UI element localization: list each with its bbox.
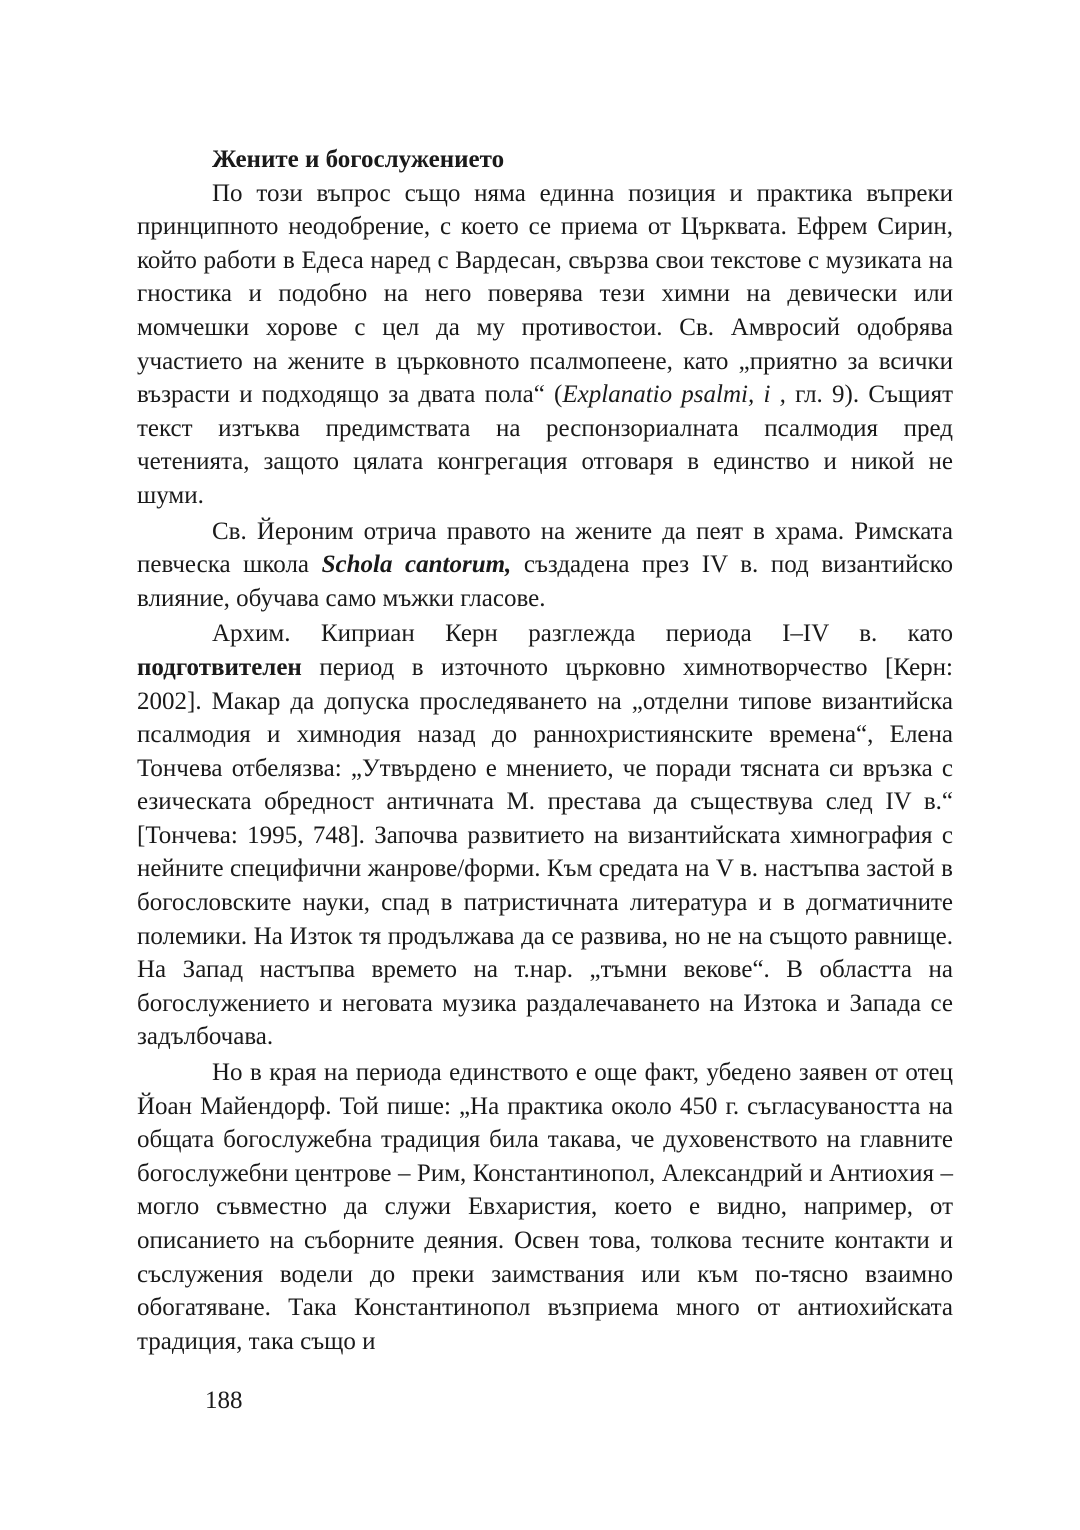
paragraph-jerome [137, 515, 953, 616]
paragraph-meyendorff [137, 1056, 953, 1358]
paragraph-text: гл. 9). Същият текст изтъква предимствата на респонзориалната псалмодия пред четенията, защото цялата конгрегация отговаря в единство и никой не шуми. [137, 381, 953, 509]
schola-cantorum-term: Schola cantorum, [321, 551, 512, 579]
section-heading: Жените и богослужението [212, 146, 505, 173]
page-body [137, 143, 953, 1358]
paragraph-text: създадена през IV в. под византийско влияние, обучава само мъжки гласове. [137, 551, 954, 612]
paragraph-women-worship [137, 177, 953, 513]
paragraph-text: период в източното църковно химнотворчество [Керн: 2002]. Макар да допуска проследяването на „отделни типове византийска псалмодия и химнодия назад до раннохристиянските времена“, Елена Тончева отбелязва: „Утвърдено е мнението, че поради тясната си връзка с езическата обредност античната М. престава да съществува след IV в.“ [Тончева: 1995, 748]. Започва развитието на византийската химнография с нейните специфични жанрове/форми. Към средата на V в. настъпва застой в богословските науки, спад в патристичната литература и в догматичните полемики. На Изток тя продължава да се развива, но не на същото равнище. На Запад настъпва времето на т.нар. „тъмни векове“. В областта на богослужението и неговата музика раздалечаването на Изтока и Запада се задълбочава. [137, 653, 953, 1051]
paragraph-text: Но в края на периода единството е още факт, убедено заявен от отец Йоан Майендорф. Той пише: „На практика около 450 г. съгласуваността на общата богослужебна традиция била такава, че духовенството на главните богослужебни центрове – Рим, Константинопол, Александрий и Антиохия – могло съвместно да служи Евхаристия, което е видно, например, от описанието на съборните деяния. Освен това, толкова тесните контакти и съслужения водели до преки заимствания или към по-тясно взаимно обогатяване. Така Константинопол възприема много от антиохийската традиция, така също и [137, 1059, 953, 1355]
paragraph-text: Св. Йероним отрича правото на жените да пеят в храма. Римската певческа школа [137, 517, 953, 579]
paragraph-text: Архим. Киприан Керн разглежда периода I–IV в. като [212, 620, 953, 648]
paragraph-kern [137, 617, 953, 1054]
citation-title: Explanatio psalmi, i , [562, 381, 786, 409]
paragraph-text: По този въпрос също няма единна позиция и практика въпреки принципното неодобрение, с което се приема от Църквата. Ефрем Сирин, който работи в Едеса наред с Вардесан, свързва свои текстове с музиката на гностика и подобно на него поверява тези химни на девически или момчешки хорове с цел да му противостои. Св. Амвросий одобрява участието на жените в църковното псалмопеене, като „приятно за всички възрасти и подходящо за двата пола“ ( [137, 179, 953, 409]
page-number: 188 [205, 1387, 243, 1414]
emphasized-term: подготвителен [137, 653, 302, 681]
